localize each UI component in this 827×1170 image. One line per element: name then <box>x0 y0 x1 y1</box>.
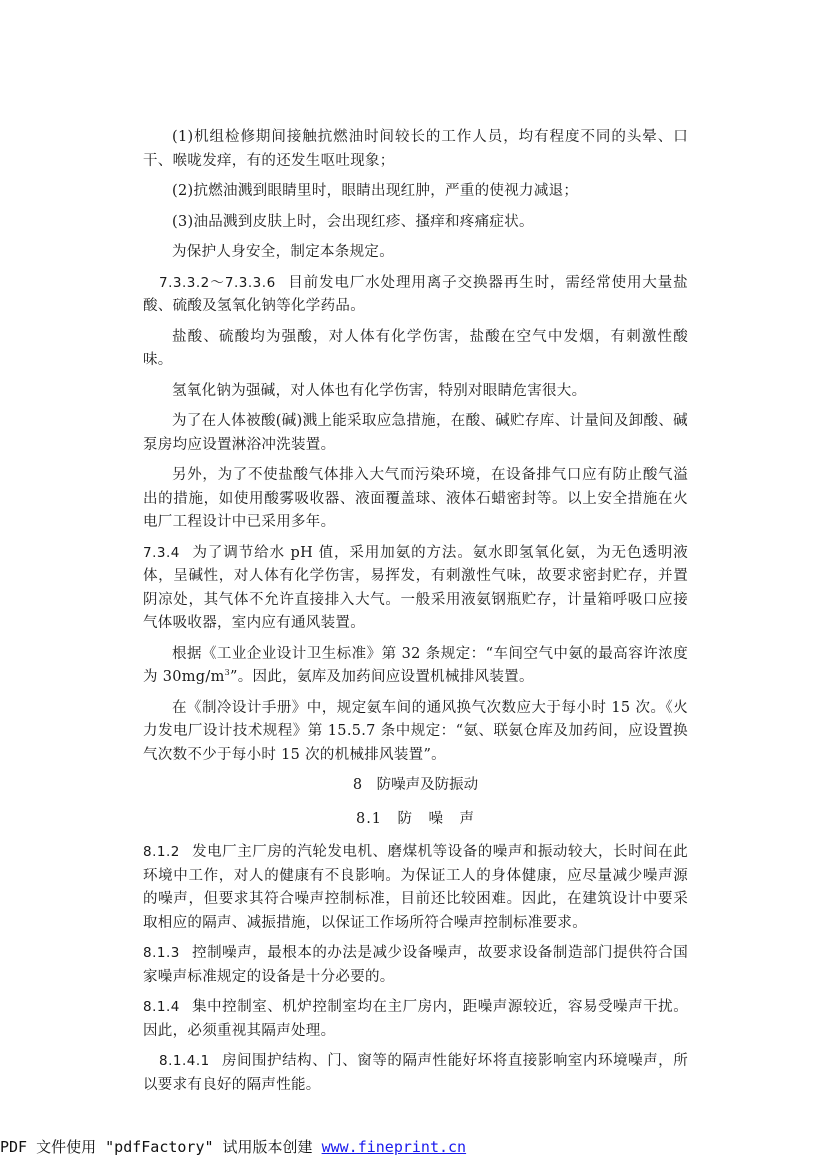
clause-number: 8.1.4 <box>143 999 180 1015</box>
pdf-watermark-footer <box>0 1136 466 1157</box>
superscript: 3 <box>224 668 231 678</box>
paragraph: 在《制冷设计手册》中，规定氨车间的通风换气次数应大于每小时 15 次。《火力发电厂设计技术规程》第 15.5.7 条中规定：“氨、联氨仓库及加药间，应设置换气次数不少于每小时 15 次的机械排风装置”。 <box>143 699 688 763</box>
clause-paragraph <box>143 542 688 636</box>
paragraph: 另外，为了不使盐酸气体排入大气而污染环境，在设备排气口应有防止酸气溢出的措施，如使用酸雾吸收器、液面覆盖球、液体石蜡密封等。以上安全措施在火电厂工程设计中已采用多年。 <box>143 467 688 530</box>
clause-number: 8.1.4.1 <box>159 1053 210 1069</box>
footer-text: PDF 文件使用 "pdfFactory" 试用版本创建 <box>0 1138 322 1156</box>
paragraph: 为保护人身安全，制定本条规定。 <box>172 244 394 260</box>
clause-number: 7.3.3.2～7.3.3.6 <box>159 274 276 291</box>
section-heading: 8.1 防 噪 声 <box>355 810 476 827</box>
clause-paragraph <box>143 1050 688 1097</box>
clause-text: 发电厂主厂房的汽轮发电机、磨煤机等设备的噪声和振动较大，长时间在此环境中工作，对人的健康有不良影响。为保证工人的身体健康，应尽量减少噪声源的噪声，但要求其符合噪声控制标准，目前还比较困难。因此，在建筑设计中要采取相应的隔声、减振措施，以保证工作场所符合噪声控制标准要求。 <box>143 844 688 931</box>
clause-text: 房间围护结构、门、窗等的隔声性能好坏将直接影响室内环境噪声，所以要求有良好的隔声性能。 <box>143 1053 688 1093</box>
paragraph: 氢氧化钠为强碱，对人体也有化学伤害，特别对眼睛危害很大。 <box>172 382 587 399</box>
clause-paragraph <box>143 942 688 989</box>
clause-paragraph <box>143 841 688 935</box>
paragraph: 为了在人体被酸(碱)溅上能采取应急措施，在酸、碱贮存库、计量间及卸酸、碱泵房均应设置淋浴冲洗装置。 <box>143 413 688 453</box>
clause-number: 8.1.3 <box>143 945 180 961</box>
clause-paragraph <box>143 996 688 1043</box>
paragraph <box>143 643 688 690</box>
clause-text: 为了调节给水 pH 值，采用加氨的方法。氨水即氢氧化氨，为无色透明液体，呈碱性，对人体有化学伤害，易挥发，有刺激性气味，故要求密封贮存，并置阴凉处，其气体不允许直接排入大气。一般采用液氨钢瓶贮存，计量箱呼吸口应接气体吸收器，室内应有通风装置。 <box>143 544 688 631</box>
paragraph: 盐酸、硫酸均为强酸，对人体有化学伤害，盐酸在空气中发烟，有刺激性酸味。 <box>143 328 688 368</box>
clause-number: 7.3.4 <box>143 544 180 561</box>
clause-paragraph <box>143 272 688 319</box>
clause-number: 8.1.2 <box>143 844 180 860</box>
clause-text: 集中控制室、机炉控制室均在主厂房内，距噪声源较近，容易受噪声干扰。因此，必须重视其隔声处理。 <box>143 999 688 1039</box>
clause-text: 控制噪声，最根本的办法是减少设备噪声，故要求设备制造部门提供符合国家噪声标准规定的设备是十分必要的。 <box>143 945 688 985</box>
paragraph: (3)油品溅到皮肤上时，会出现红疹、搔痒和疼痛症状。 <box>172 213 534 230</box>
footer-link[interactable]: www.fineprint.cn <box>321 1138 467 1156</box>
clause-text: 目前发电厂水处理用离子交换器再生时，需经常使用大量盐酸、硫酸及氢氧化钠等化学药品。 <box>143 274 688 314</box>
chapter-heading: 8 防噪声及防振动 <box>352 777 479 793</box>
text-segment: ”。因此，氨库及加药间应设置机械排风装置。 <box>230 669 534 685</box>
document-body <box>143 126 688 1104</box>
text-segment: 根据《工业企业设计卫生标准》第 32 条规定：“车间空气中氨的最高容许浓度为 30mg/m <box>143 645 688 685</box>
paragraph: (2)抗燃油溅到眼睛里时，眼睛出现红肿，严重的使视力减退； <box>172 183 579 199</box>
paragraph: (1)机组检修期间接触抗燃油时间较长的工作人员，均有程度不同的头晕、口干、喉咙发痒，有的还发生呕吐现象； <box>143 129 688 169</box>
